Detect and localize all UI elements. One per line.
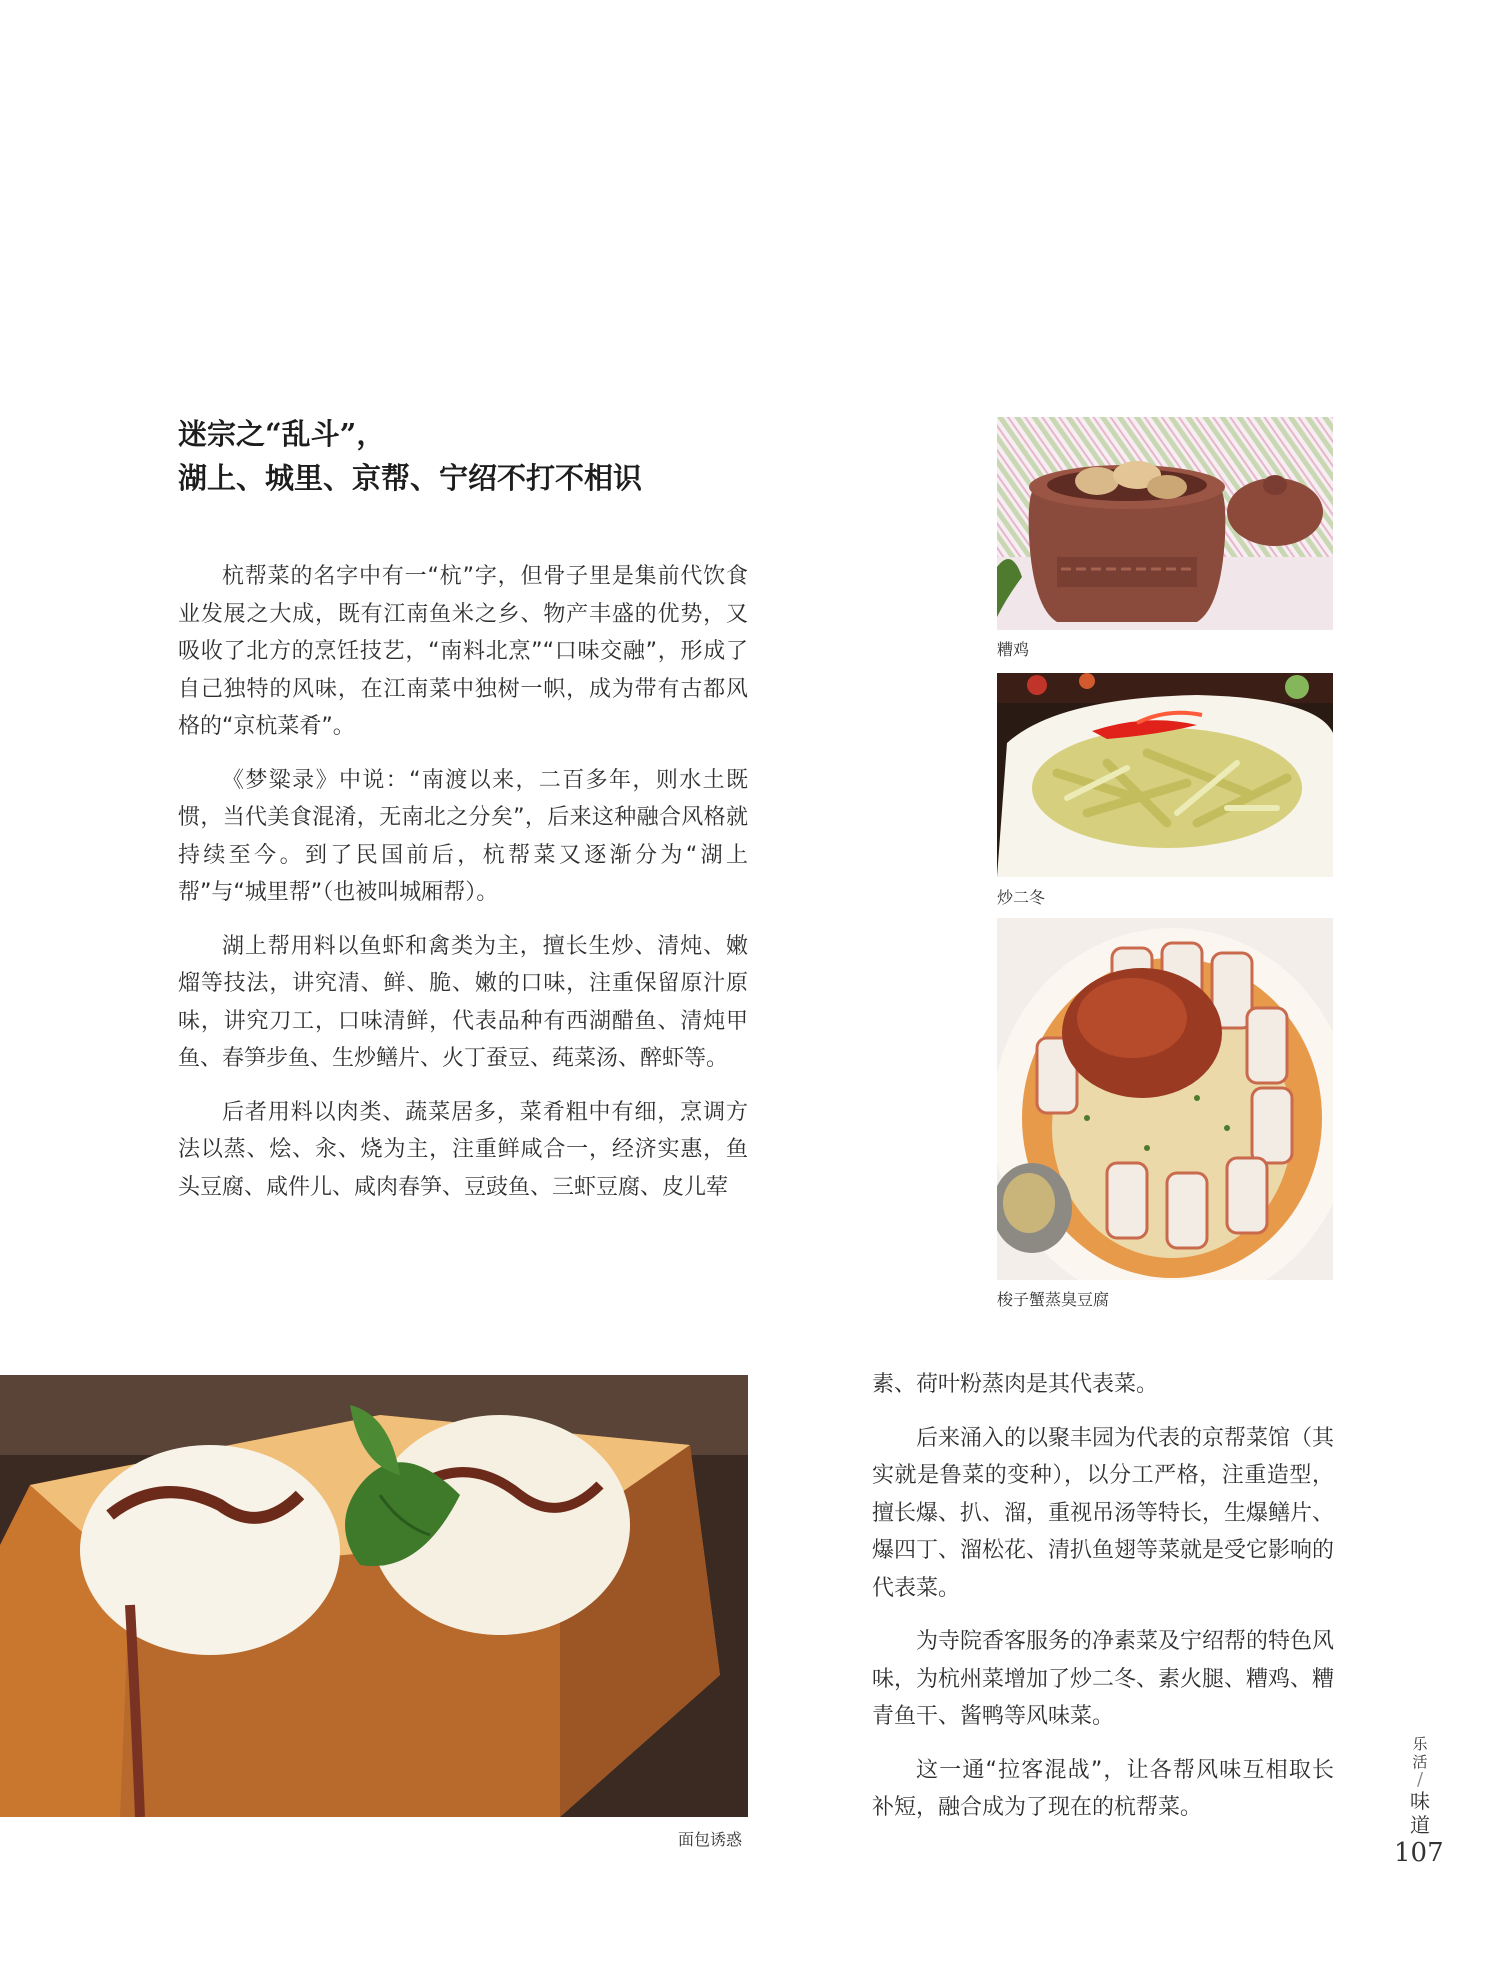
paragraph: 湖上帮用料以鱼虾和禽类为主，擅长生炒、清炖、嫩熘等技法，讲究清、鲜、脆、嫩的口味，注重保留原汁原味，讲究刀工，口味清鲜，代表品种有西湖醋鱼、清炖甲鱼、春笋步鱼、生炒鳝片、火丁蚕豆、莼菜汤、醉虾等。 (178, 933, 748, 1071)
photo-caption: 糟鸡 (997, 640, 1030, 659)
photo-crab-tofu (997, 918, 1333, 1280)
heading-line-2: 湖上、城里、京帮、宁绍不打不相识 (178, 461, 643, 495)
photo-caption: 梭子蟹蒸臭豆腐 (997, 1290, 1110, 1309)
paragraph: 《梦粱录》中说：“南渡以来，二百多年，则水土既惯，当代美食混淆，无南北之分矣”，后来这种融合风格就持续至今。到了民国前后，杭帮菜又逐渐分为“湖上帮”与“城里帮”（也被叫城厢帮）。 (178, 767, 748, 905)
photo-caption: 炒二冬 (997, 888, 1046, 907)
paragraph-continued: 素、荷叶粉蒸肉是其代表菜。 (872, 1372, 1159, 1397)
paragraph: 后者用料以肉类、蔬菜居多，菜肴粗中有细，烹调方法以蒸、烩、汆、烧为主，注重鲜咸合一，经济实惠，鱼头豆腐、咸件儿、咸肉春笋、豆豉鱼、三虾豆腐、皮儿荤 (178, 1099, 748, 1200)
paragraph: 为寺院香客服务的净素菜及宁绍帮的特色风味，为杭州菜增加了炒二冬、素火腿、糟鸡、糟青鱼干、酱鸭等风味菜。 (872, 1629, 1335, 1729)
photo-caption: 面包诱惑 (678, 1830, 743, 1849)
photo-zao-chicken (997, 417, 1333, 630)
section-heading (178, 412, 778, 500)
photo-stir-fried-bamboo (997, 673, 1333, 877)
photo-bread-dessert (0, 1375, 748, 1817)
left-text-column (178, 558, 748, 1222)
paragraph: 这一通“拉客混战”，让各帮风味互相取长补短，融合成为了现在的杭帮菜。 (872, 1757, 1334, 1820)
section-label-top: 乐 活 (1412, 1735, 1428, 1771)
heading-line-1: 迷宗之“乱斗”， (178, 417, 386, 451)
section-label-divider: / (1416, 1769, 1424, 1790)
right-text-column (872, 1366, 1334, 1843)
page-number: 107 (1394, 1838, 1444, 1868)
paragraph: 后来涌入的以聚丰园为代表的京帮菜馆（其实就是鲁菜的变种），以分工严格，注重造型，擅长爆、扒、溜，重视吊汤等特长，生爆鳝片、爆四丁、溜松花、清扒鱼翅等菜就是受它影响的代表菜。 (872, 1425, 1335, 1601)
paragraph: 杭帮菜的名字中有一“杭”字，但骨子里是集前代饮食业发展之大成，既有江南鱼米之乡、物产丰盛的优势，又吸收了北方的烹饪技艺，“南料北烹”“口味交融”，形成了自己独特的风味，在江南菜中独树一帜，成为带有古都风格的“京杭菜肴”。 (178, 564, 748, 739)
section-label (1400, 1735, 1440, 1837)
section-label-bottom: 味 道 (1410, 1789, 1430, 1837)
